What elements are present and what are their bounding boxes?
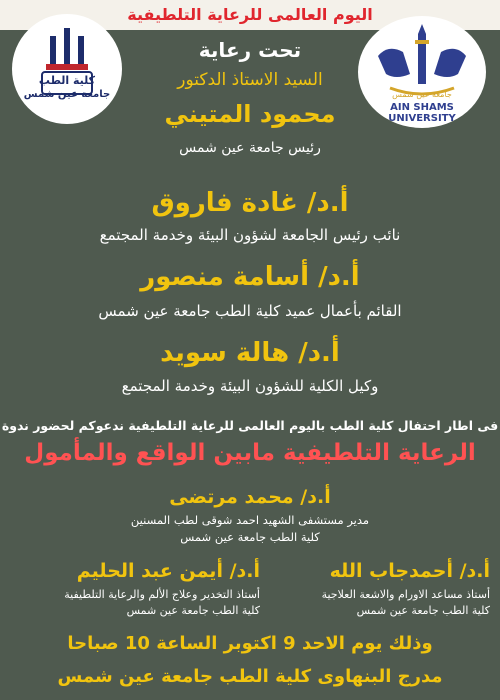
symposium-title: الرعاية التلطيفية مابين الواقع والمأمول [24, 440, 476, 466]
patron-3-name: أ.د/ هالة سويد [160, 338, 340, 368]
speaker-1-line1: مدير مستشفى الشهيد احمد شوقى لطب المسنين [130, 513, 370, 527]
speaker-2-line1: أستاذ مساعد الاورام والاشعة العلاجية [321, 588, 490, 601]
event-venue: مدرج البنهاوى كلية الطب جامعة عين شمس [57, 666, 443, 687]
faculty-logo-text1: كلية الطب [38, 74, 96, 87]
banner-title: اليوم العالمى للرعاية التلطيفية [127, 5, 373, 24]
speaker-2-line2: كلية الطب جامعة عين شمس [356, 604, 490, 617]
patron-role: رئيس جامعة عين شمس [179, 140, 321, 156]
speaker-1-name: أ.د/ محمد مرتضى [169, 486, 331, 508]
speaker-3-line2: كلية الطب جامعة عين شمس [126, 604, 260, 617]
patron-name: محمود المتيني [164, 100, 336, 128]
speaker-3-name: أ.د/ أيمن عبد الحليم [76, 560, 260, 582]
patronage-honorific: السيد الاستاذ الدكتور [177, 70, 323, 90]
university-logo-english: AIN SHAMS UNIVERSITY [388, 102, 456, 124]
invitation-text: فى اطار احتفال كلية الطب باليوم العالمى للرعاية التلطيفية ندعوكم لحضور ندوة [1, 418, 499, 433]
patron-1-name: أ.د/ غادة فاروق [151, 188, 349, 218]
faculty-logo-text2: جامعة عين شمس [23, 89, 111, 100]
speaker-1-line2: كلية الطب جامعة عين شمس [180, 530, 320, 544]
patron-2-name: أ.د/ أسامة منصور [140, 262, 360, 292]
speaker-2-name: أ.د/ أحمدجاب الله [329, 560, 490, 582]
event-date: وذلك يوم الاحد 9 اكتوبر الساعة 10 صباحا [67, 633, 433, 654]
patronage-heading: تحت رعاية [198, 38, 302, 62]
university-logo-arabic: جامعة عين شمس [392, 90, 452, 99]
patron-3-title: وكيل الكلية للشؤون البيئة وخدمة المجتمع [121, 377, 379, 395]
speaker-3-line1: أستاذ التخدير وعلاج الألم والرعاية التلطيفية [64, 588, 260, 601]
patron-1-title: نائب رئيس الجامعة لشؤون البيئة وخدمة المجتمع [99, 226, 401, 244]
patron-2-title: القائم بأعمال عميد كلية الطب جامعة عين شمس [98, 302, 402, 320]
